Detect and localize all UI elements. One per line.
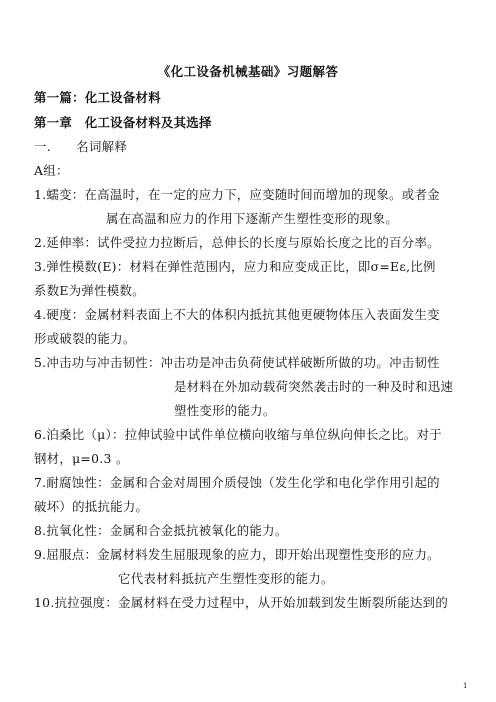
term-hardness-line2: 形或破裂的能力。 [34,331,136,346]
term-corrosion-line1: 7.耐腐蚀性：金属和合金对周围介质侵蚀（发生化学和电化学作用引起的 [34,475,440,490]
term-hardness-line1: 4.硬度：金属材料表面上不大的体积内抵抗其他更硬物体压入表面发生变 [34,307,440,322]
term-creep-line1: 1.蠕变：在高温时，在一定的应力下，应变随时间而增加的现象。或者金 [34,187,440,202]
term-elongation-line1: 2.延伸率：试件受拉力拉断后，总伸长的长度与原始长度之比的百分率。 [34,235,440,250]
group-label: A组： [34,163,69,178]
term-impact-line1: 5.冲击功与冲击韧性：冲击功是冲击负荷使试样破断所做的功。冲击韧性 [34,355,440,370]
section-heading: 一. 名词解释 [34,139,128,154]
term-impact-line3: 塑性变形的能力。 [174,403,276,418]
term-poisson-line2: 钢材，μ=0.3 。 [34,451,129,466]
document-title: 《化工设备机械基础》习题解答 [157,64,339,79]
term-elastic-modulus-line1: 3.弹性模数(E)：材料在弹性范围内，应力和应变成正比，即σ=Eε,比例 [34,259,436,274]
term-elastic-modulus-line2: 系数E为弹性模数。 [34,283,145,298]
term-creep-line2: 属在高温和应力的作用下逐渐产生塑性变形的现象。 [106,211,398,226]
term-oxidation-line1: 8.抗氧化性：金属和合金抵抗被氧化的能力。 [34,523,288,538]
term-poisson-line1: 6.泊桑比（μ）：拉伸试验中试件单位横向收缩与单位纵向伸长之比。对于 [34,427,442,442]
part-heading: 第一篇：化工设备材料 [34,90,161,105]
term-impact-line2: 是材料在外加动载荷突然袭击时的一种及时和迅速 [174,379,454,394]
term-yield-line1: 9.屈服点：金属材料发生屈服现象的应力，即开始出现塑性变形的应力。 [34,547,440,562]
term-yield-line2: 它代表材料抵抗产生塑性变形的能力。 [118,571,334,586]
chapter-heading: 第一章 化工设备材料及其选择 [34,115,212,130]
term-tensile-line1: 10.抗拉强度：金属材料在受力过程中，从开始加载到发生断裂所能达到的 [34,595,449,610]
term-corrosion-line2: 破坏）的抵抗能力。 [34,499,149,514]
page-number: 1 [463,682,468,690]
